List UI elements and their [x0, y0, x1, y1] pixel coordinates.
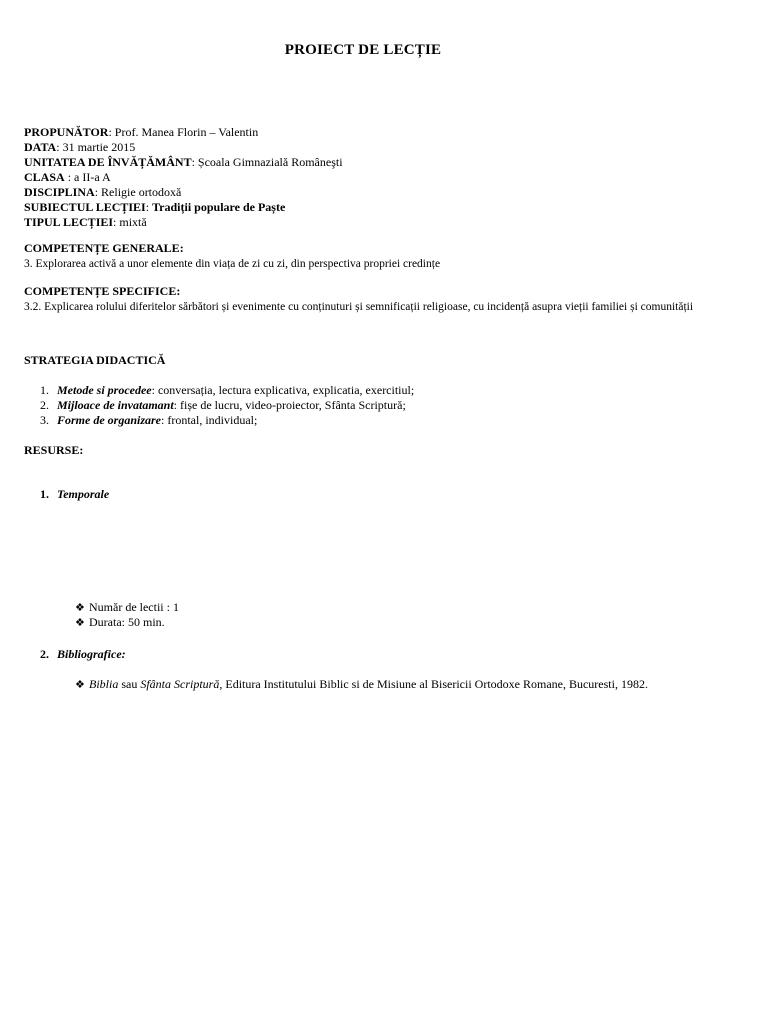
data-row [24, 140, 724, 155]
temporale-title: Temporale [57, 487, 110, 501]
list-number: 2. [40, 398, 49, 412]
bibliografie-title-biblia: Biblia [89, 677, 119, 691]
diamond-bullet-icon: ❖ [75, 617, 85, 629]
tipul-row [24, 215, 724, 230]
resurse-title-wrap [24, 443, 724, 459]
unitatea-row [24, 155, 724, 170]
strategia-term: Metode si procedee [57, 383, 152, 397]
clasa-row [24, 170, 724, 185]
unitatea-label: UNITATEA DE ÎNVĂȚĂMÂNT [24, 155, 192, 169]
strategia-term: Forme de organizare [57, 413, 162, 427]
list-item [75, 615, 735, 630]
diamond-bullet-icon: ❖ [75, 679, 85, 691]
disciplina-value: Religie ortodoxă [101, 185, 182, 199]
competente-generale-section [24, 241, 724, 271]
data-sep: : [56, 140, 63, 154]
bibliografie-publisher: , Editura Institutului Biblic si de Misiune al Bisericii Ortodoxe Romane, Bucuresti, 1982. [219, 677, 648, 691]
bibliografice-title: Bibliografice: [57, 647, 126, 661]
competente-generale-title: COMPETENȚE GENERALE: [24, 241, 184, 255]
list-number: 3. [40, 413, 49, 427]
list-item [75, 677, 735, 692]
competente-specifice-section [24, 284, 724, 314]
propunator-label: PROPUNĂTOR [24, 125, 109, 139]
tipul-value: mixtă [119, 215, 147, 229]
subiectul-value: Tradiții populare de Paște [152, 200, 286, 214]
clasa-label: CLASA [24, 170, 65, 184]
bibliografice-list [75, 677, 735, 692]
list-number: 1. [40, 487, 49, 501]
competente-generale-text: 3. Explorarea activă a unor elemente din viața de zi cu zi, din perspectiva propriei credințe [24, 258, 441, 270]
temporale-item-text: Durata: 50 min. [89, 615, 165, 629]
data-label: DATA [24, 140, 57, 154]
diamond-bullet-icon: ❖ [75, 602, 85, 614]
document-title: PROIECT DE LECȚIE [284, 42, 442, 58]
unitatea-value: Școala Gimnazială Româneşti [197, 155, 343, 169]
temporale-item-text: Număr de lectii : 1 [89, 600, 179, 614]
subiectul-row [24, 200, 724, 215]
strategia-list [40, 383, 720, 428]
data-value: 31 martie 2015 [62, 140, 136, 154]
tipul-label: TIPUL LECȚIEI [24, 215, 114, 229]
strategia-term: Mijloace de invatamant [57, 398, 174, 412]
tipul-sep: : [113, 215, 120, 229]
strategia-item [40, 398, 720, 413]
strategia-item [40, 383, 720, 398]
list-item [75, 600, 735, 615]
subiectul-sep: : [145, 200, 153, 214]
strategia-didactica-title-wrap [24, 353, 724, 369]
competente-specifice-text: 3.2. Explicarea rolului diferitelor sărbători și evenimente cu conținuturi și semnificații religioase, cu incidență asupra vieții familiei și comunității [24, 301, 694, 313]
strategia-didactica-title: STRATEGIA DIDACTICĂ [24, 353, 166, 367]
list-number: 1. [40, 383, 49, 397]
clasa-value: a II-a A [74, 170, 111, 184]
subiectul-label: SUBIECTUL LECȚIEI [24, 200, 146, 214]
propunator-value: Prof. Manea Florin – Valentin [114, 125, 259, 139]
strategia-item [40, 413, 720, 428]
bibliografie-connector: sau [118, 677, 141, 691]
lesson-header [24, 125, 724, 230]
bibliografice-row [40, 647, 720, 662]
strategia-text: : frontal, individual; [161, 413, 258, 427]
disciplina-sep: : [94, 185, 102, 199]
strategia-text: : fișe de lucru, video-proiector, Sfânta Scriptură; [173, 398, 406, 412]
propunator-row [24, 125, 724, 140]
temporale-heading [40, 487, 720, 502]
list-number: 2. [40, 647, 49, 661]
unitatea-sep: : [191, 155, 198, 169]
resurse-title: RESURSE: [24, 443, 84, 457]
bibliografie-title-scriptura: Sfânta Scriptură [140, 677, 220, 691]
temporale-row [40, 487, 720, 502]
strategia-text: : conversația, lectura explicativa, explicatia, exercitiul; [151, 383, 415, 397]
competente-specifice-title: COMPETENȚE SPECIFICE: [24, 284, 181, 298]
disciplina-label: DISCIPLINA [24, 185, 95, 199]
bibliografice-heading [40, 647, 720, 662]
disciplina-row [24, 185, 724, 200]
clasa-sep: : [64, 170, 75, 184]
propunator-sep: : [108, 125, 115, 139]
temporale-list [75, 600, 735, 630]
